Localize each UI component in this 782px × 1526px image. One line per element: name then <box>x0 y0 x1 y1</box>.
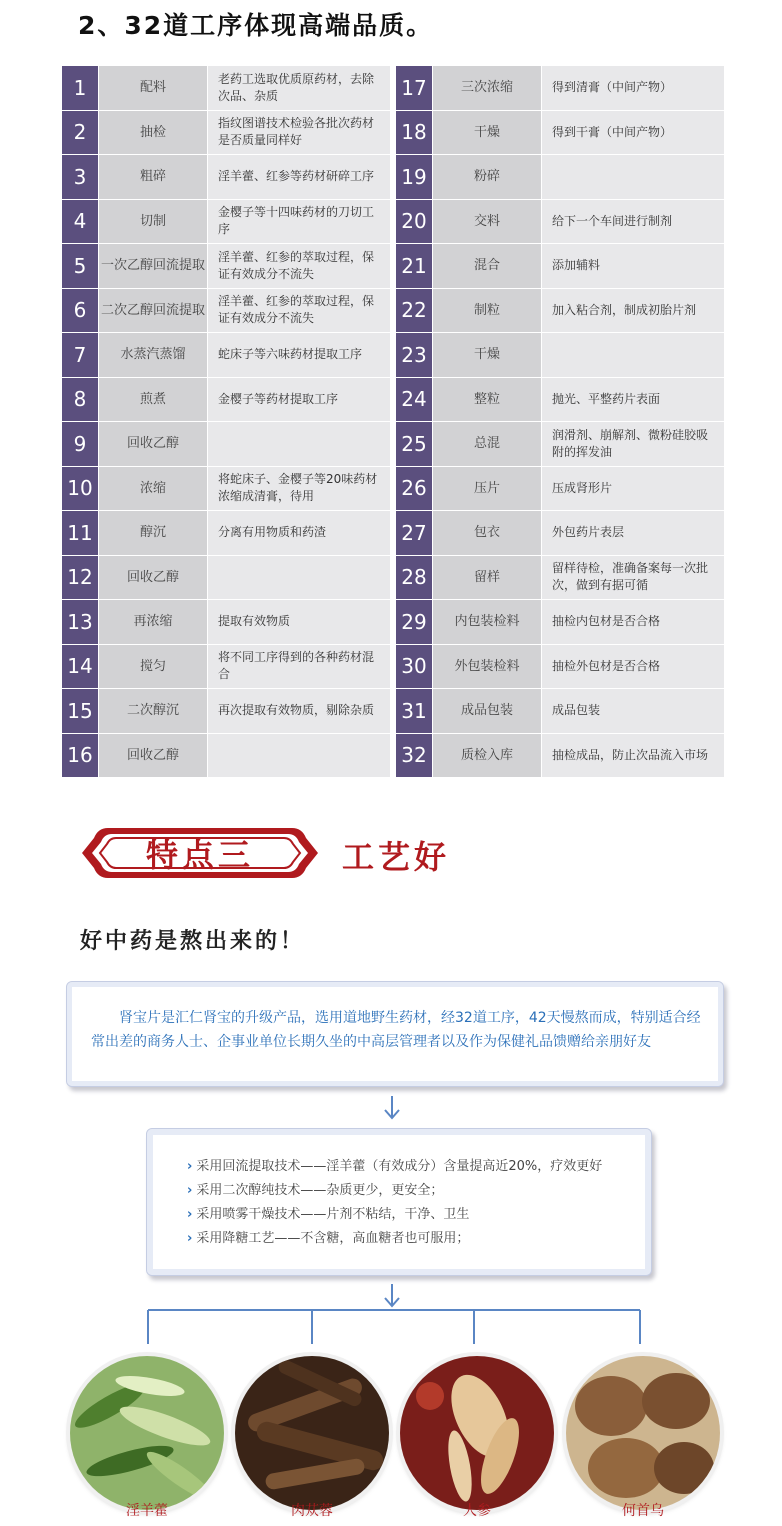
step-number: 27 <box>396 511 432 556</box>
step-number: 17 <box>396 66 432 111</box>
step-name: 配料 <box>98 66 207 111</box>
table-row <box>396 66 724 111</box>
feature-title: 工艺好 <box>342 838 451 876</box>
step-desc: 金樱子等药材提取工序 <box>207 378 390 423</box>
step-number: 9 <box>62 422 98 467</box>
step-number: 3 <box>62 155 98 200</box>
herb-photo-heshouwu <box>566 1356 720 1510</box>
step-desc: 金樱子等十四味药材的刀切工序 <box>207 200 390 245</box>
step-desc <box>207 556 390 601</box>
table-row <box>396 289 724 334</box>
step-desc: 提取有效物质 <box>207 600 390 645</box>
step-desc <box>207 734 390 779</box>
step-number: 23 <box>396 333 432 378</box>
table-row <box>62 511 390 556</box>
step-name: 压片 <box>432 467 541 512</box>
intro-text: 肾宝片是汇仁肾宝的升级产品，选用道地野生药材，经32道工序，42天慢熬而成，特别适合经常出差的商务人士、企事业单位长期久坐的中高层管理者以及作为保健礼品馈赠给亲朋好友 <box>91 1010 701 1050</box>
section-title: 2、32道工序体现高端品质。 <box>78 11 434 40</box>
table-row <box>62 378 390 423</box>
table-row <box>396 467 724 512</box>
step-number: 31 <box>396 689 432 734</box>
step-name: 水蒸汽蒸馏 <box>98 333 207 378</box>
table-row <box>396 689 724 734</box>
step-desc: 压成肾形片 <box>541 467 724 512</box>
step-number: 26 <box>396 467 432 512</box>
step-name: 醇沉 <box>98 511 207 556</box>
step-name: 包衣 <box>432 511 541 556</box>
step-number: 29 <box>396 600 432 645</box>
table-row <box>62 734 390 779</box>
herb-photo-renshen <box>400 1356 554 1510</box>
list-item: › 采用喷雾干燥技术——片剂不粘结，干净、卫生 <box>187 1207 470 1222</box>
step-name: 成品包装 <box>432 689 541 734</box>
step-name: 回收乙醇 <box>98 734 207 779</box>
step-desc: 润滑剂、崩解剂、微粉硅胶吸附的挥发油 <box>541 422 724 467</box>
step-name: 混合 <box>432 244 541 289</box>
step-desc: 得到干膏（中间产物） <box>541 111 724 156</box>
process-table-right <box>396 66 724 778</box>
step-number: 21 <box>396 244 432 289</box>
table-row <box>62 200 390 245</box>
step-name: 浓缩 <box>98 467 207 512</box>
step-name: 整粒 <box>432 378 541 423</box>
step-name: 干燥 <box>432 333 541 378</box>
step-number: 19 <box>396 155 432 200</box>
step-name: 交料 <box>432 200 541 245</box>
table-row <box>396 645 724 690</box>
step-desc: 得到清膏（中间产物） <box>541 66 724 111</box>
herb-label: 肉苁蓉 <box>291 1503 333 1519</box>
step-number: 1 <box>62 66 98 111</box>
step-name: 总混 <box>432 422 541 467</box>
step-desc: 加入粘合剂，制成初胎片剂 <box>541 289 724 334</box>
herb-photo-yinyanghuo <box>70 1356 224 1510</box>
table-row <box>396 378 724 423</box>
table-row <box>62 556 390 601</box>
ginseng-icon <box>400 1356 554 1510</box>
step-name: 回收乙醇 <box>98 556 207 601</box>
step-number: 32 <box>396 734 432 779</box>
step-name: 煎煮 <box>98 378 207 423</box>
step-desc: 分离有用物质和药渣 <box>207 511 390 556</box>
step-desc: 成品包装 <box>541 689 724 734</box>
step-desc: 给下一个车间进行制剂 <box>541 200 724 245</box>
table-row <box>62 111 390 156</box>
step-desc <box>541 155 724 200</box>
table-row <box>396 511 724 556</box>
step-desc: 抽检成品，防止次品流入市场 <box>541 734 724 779</box>
connector-lines <box>0 1296 782 1356</box>
step-number: 20 <box>396 200 432 245</box>
table-row <box>62 467 390 512</box>
step-name: 抽检 <box>98 111 207 156</box>
step-desc: 抛光、平整药片表面 <box>541 378 724 423</box>
table-row <box>62 289 390 334</box>
list-item: › 采用二次醇纯技术——杂质更少，更安全； <box>187 1183 444 1198</box>
step-desc: 淫羊藿、红参等药材研碎工序 <box>207 155 390 200</box>
table-row <box>396 200 724 245</box>
step-name: 三次浓缩 <box>432 66 541 111</box>
arrow-down-icon <box>382 1094 402 1122</box>
step-name: 再浓缩 <box>98 600 207 645</box>
step-number: 12 <box>62 556 98 601</box>
step-number: 13 <box>62 600 98 645</box>
table-row <box>396 422 724 467</box>
step-name: 干燥 <box>432 111 541 156</box>
slogan: 好中药是熬出来的！ <box>80 929 306 954</box>
badge-text: 特点三 <box>145 836 254 874</box>
step-name: 制粒 <box>432 289 541 334</box>
step-name: 回收乙醇 <box>98 422 207 467</box>
step-name: 切制 <box>98 200 207 245</box>
table-row <box>62 244 390 289</box>
step-number: 24 <box>396 378 432 423</box>
list-item: › 采用回流提取技术——淫羊藿（有效成分）含量提高近20%，疗效更好 <box>187 1159 603 1174</box>
step-number: 28 <box>396 556 432 601</box>
herb-label: 淫羊藿 <box>126 1503 168 1519</box>
step-number: 10 <box>62 467 98 512</box>
step-desc: 外包药片表层 <box>541 511 724 556</box>
step-number: 30 <box>396 645 432 690</box>
step-number: 7 <box>62 333 98 378</box>
step-desc <box>207 422 390 467</box>
leaf-herb-icon <box>70 1356 224 1510</box>
step-number: 8 <box>62 378 98 423</box>
chevron-right-icon: › <box>187 1207 193 1222</box>
table-row <box>396 155 724 200</box>
table-row <box>62 155 390 200</box>
step-name: 二次醇沉 <box>98 689 207 734</box>
step-number: 4 <box>62 200 98 245</box>
table-row <box>62 645 390 690</box>
table-row <box>396 244 724 289</box>
herb-label: 何首乌 <box>622 1503 664 1519</box>
step-desc: 淫羊藿、红参的萃取过程，保证有效成分不流失 <box>207 244 390 289</box>
table-row <box>396 333 724 378</box>
chevron-right-icon: › <box>187 1231 193 1246</box>
herb-label: 人参 <box>463 1503 491 1519</box>
table-row <box>396 111 724 156</box>
step-number: 5 <box>62 244 98 289</box>
step-name: 外包装检料 <box>432 645 541 690</box>
step-desc: 指纹图谱技术检验各批次药材是否质量同样好 <box>207 111 390 156</box>
step-name: 质检入库 <box>432 734 541 779</box>
step-desc: 老药工选取优质原药材，去除次品、杂质 <box>207 66 390 111</box>
table-row <box>396 600 724 645</box>
step-number: 15 <box>62 689 98 734</box>
step-name: 粗碎 <box>98 155 207 200</box>
step-desc: 添加辅料 <box>541 244 724 289</box>
step-number: 22 <box>396 289 432 334</box>
table-row <box>62 66 390 111</box>
intro-box <box>66 981 724 1087</box>
step-desc: 再次提取有效物质，剔除杂质 <box>207 689 390 734</box>
step-number: 18 <box>396 111 432 156</box>
step-number: 11 <box>62 511 98 556</box>
table-row <box>396 734 724 779</box>
chevron-right-icon: › <box>187 1183 193 1198</box>
tuber-herb-icon <box>566 1356 720 1510</box>
step-name: 二次乙醇回流提取 <box>98 289 207 334</box>
step-desc: 将蛇床子、金樱子等20味药材浓缩成清膏，待用 <box>207 467 390 512</box>
step-name: 留样 <box>432 556 541 601</box>
step-desc <box>541 333 724 378</box>
step-desc: 蛇床子等六味药材提取工序 <box>207 333 390 378</box>
chevron-right-icon: › <box>187 1159 193 1174</box>
step-number: 14 <box>62 645 98 690</box>
step-number: 16 <box>62 734 98 779</box>
step-number: 25 <box>396 422 432 467</box>
table-row <box>62 600 390 645</box>
step-name: 内包装检料 <box>432 600 541 645</box>
step-desc: 留样待检，准确备案每一次批次，做到有据可循 <box>541 556 724 601</box>
table-row <box>62 422 390 467</box>
step-desc: 抽检内包材是否合格 <box>541 600 724 645</box>
step-number: 2 <box>62 111 98 156</box>
step-number: 6 <box>62 289 98 334</box>
root-herb-icon <box>235 1356 389 1510</box>
techniques-list <box>187 1155 602 1251</box>
step-name: 搅匀 <box>98 645 207 690</box>
step-desc: 将不同工序得到的各种药材混合 <box>207 645 390 690</box>
step-name: 一次乙醇回流提取 <box>98 244 207 289</box>
step-desc: 抽检外包材是否合格 <box>541 645 724 690</box>
table-row <box>62 333 390 378</box>
step-desc: 淫羊藿、红参的萃取过程，保证有效成分不流失 <box>207 289 390 334</box>
list-item: › 采用降糖工艺——不含糖，高血糖者也可服用； <box>187 1231 470 1246</box>
step-name: 粉碎 <box>432 155 541 200</box>
table-row <box>396 556 724 601</box>
table-row <box>62 689 390 734</box>
feature-badge <box>80 818 320 888</box>
process-table-left <box>62 66 390 778</box>
herb-photo-roucongrong <box>235 1356 389 1510</box>
techniques-box <box>146 1128 652 1276</box>
